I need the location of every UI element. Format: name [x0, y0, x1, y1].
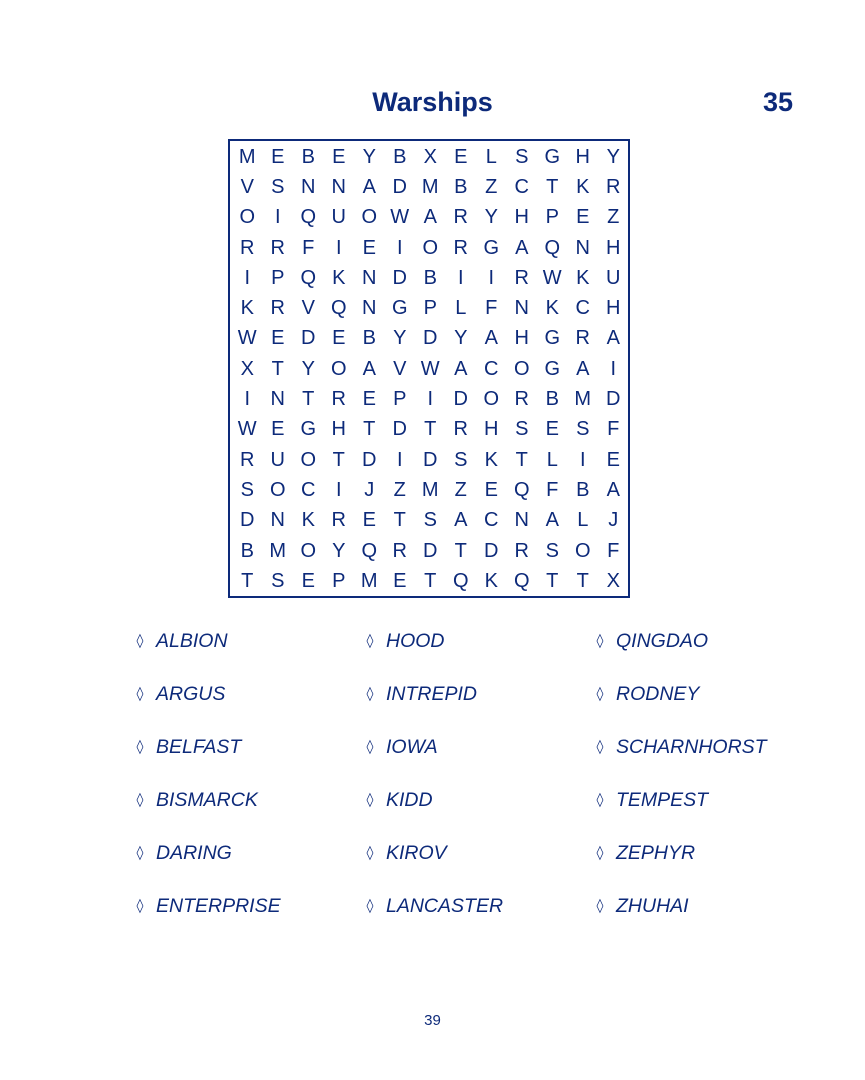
grid-letter: N: [362, 266, 377, 289]
grid-letter: M: [574, 388, 592, 411]
grid-letter: A: [454, 509, 468, 532]
grid-letter: L: [577, 509, 589, 532]
grid-letter: X: [606, 569, 620, 592]
word-list-item: [132, 835, 362, 871]
grid-letter: I: [427, 388, 434, 411]
grid-letter: C: [301, 478, 316, 501]
grid-letter: R: [453, 206, 468, 229]
grid-letter: H: [484, 418, 499, 441]
grid-letter: N: [301, 175, 316, 198]
grid-letter: E: [545, 418, 559, 441]
grid-letter: O: [513, 357, 530, 380]
grid-letter: H: [606, 236, 621, 259]
grid-letter: R: [514, 266, 529, 289]
grid-letter: H: [331, 418, 346, 441]
grid-letter: B: [576, 478, 590, 501]
grid-letter: F: [546, 478, 559, 501]
word-list-item: [132, 888, 362, 924]
grid-letter: M: [269, 539, 287, 562]
grid-letter: G: [544, 327, 561, 350]
grid-letter: T: [546, 175, 559, 198]
grid-letter: T: [576, 569, 589, 592]
grid-letter: E: [332, 327, 346, 350]
diamond-bullet-icon: ◊: [136, 845, 144, 861]
grid-letter: W: [390, 206, 410, 229]
grid-letter: B: [545, 388, 559, 411]
grid-letter: M: [421, 175, 439, 198]
grid-letter: O: [574, 539, 591, 562]
grid-letter: D: [240, 509, 255, 532]
word-list-item: [132, 623, 362, 659]
diamond-bullet-icon: ◊: [366, 739, 374, 755]
word-label: HOOD: [386, 629, 445, 652]
grid-letter: T: [515, 448, 528, 471]
page-number: 39: [424, 1012, 441, 1029]
grid-letter: D: [392, 175, 407, 198]
grid-letter: E: [454, 145, 468, 168]
word-list-item: [362, 676, 592, 712]
word-list-item: [132, 676, 362, 712]
grid-letter: K: [240, 297, 254, 320]
grid-letter: N: [514, 509, 529, 532]
grid-letter: H: [514, 206, 529, 229]
grid-letter: K: [301, 509, 315, 532]
grid-letter: J: [364, 478, 375, 501]
grid-letter: D: [301, 327, 316, 350]
diamond-bullet-icon: ◊: [366, 792, 374, 808]
grid-letter: Q: [300, 206, 317, 229]
grid-letter: I: [579, 448, 586, 471]
diamond-bullet-icon: ◊: [596, 739, 604, 755]
grid-letter: H: [575, 145, 590, 168]
grid-letter: E: [393, 569, 407, 592]
grid-letter: O: [300, 448, 317, 471]
grid-letter: K: [484, 569, 498, 592]
grid-letter: Q: [544, 236, 561, 259]
grid-letter: I: [274, 206, 281, 229]
grid-letter: I: [244, 388, 251, 411]
grid-letter: A: [606, 478, 620, 501]
grid-letter: N: [331, 175, 346, 198]
word-label: LANCASTER: [386, 894, 504, 917]
grid-letter: M: [238, 145, 256, 168]
word-label: TEMPEST: [616, 788, 709, 811]
diamond-bullet-icon: ◊: [596, 633, 604, 649]
diamond-bullet-icon: ◊: [366, 845, 374, 861]
diamond-bullet-icon: ◊: [596, 845, 604, 861]
grid-letter: D: [606, 388, 621, 411]
grid-letter: J: [608, 509, 619, 532]
grid-letter: S: [423, 509, 437, 532]
word-list-item: [132, 729, 362, 765]
grid-letter: U: [270, 448, 285, 471]
grid-letter: T: [332, 448, 345, 471]
grid-letter: N: [362, 297, 377, 320]
grid-letter: D: [423, 327, 438, 350]
grid-letter: W: [542, 266, 562, 289]
word-label: BISMARCK: [156, 788, 258, 811]
word-list-item: [592, 835, 812, 871]
diamond-bullet-icon: ◊: [596, 792, 604, 808]
word-list-item: [592, 729, 812, 765]
word-label: ZEPHYR: [616, 841, 696, 864]
grid-letter: C: [484, 509, 499, 532]
grid-letter: K: [576, 175, 590, 198]
grid-letter: L: [485, 145, 497, 168]
grid-letter: I: [488, 266, 495, 289]
grid-letter: E: [606, 448, 620, 471]
grid-letter: R: [331, 388, 346, 411]
grid-letter: B: [240, 539, 254, 562]
grid-letter: O: [361, 206, 378, 229]
word-list-item: [592, 888, 812, 924]
grid-letter: T: [302, 388, 315, 411]
grid-letter: B: [423, 266, 437, 289]
word-label: BELFAST: [156, 735, 242, 758]
grid-letter: P: [423, 297, 437, 320]
grid-letter: G: [300, 418, 317, 441]
grid-letter: T: [424, 569, 437, 592]
grid-letter: F: [607, 539, 620, 562]
grid-letter: M: [421, 478, 439, 501]
grid-letter: F: [302, 236, 315, 259]
grid-letter: Q: [513, 478, 530, 501]
grid-letter: T: [241, 569, 254, 592]
grid-letter: Z: [607, 206, 620, 229]
grid-letter: E: [271, 418, 285, 441]
grid-letter: L: [546, 448, 558, 471]
grid-letter: K: [576, 266, 590, 289]
diamond-bullet-icon: ◊: [136, 898, 144, 914]
word-label: DARING: [156, 841, 232, 864]
word-label: ARGUS: [156, 682, 226, 705]
grid-letter: Y: [362, 145, 376, 168]
grid-letter: Z: [393, 478, 406, 501]
word-list-item: [592, 676, 812, 712]
grid-letter: V: [393, 357, 407, 380]
grid-letter: E: [484, 478, 498, 501]
grid-letter: Q: [330, 297, 347, 320]
grid-letter: P: [393, 388, 407, 411]
diamond-bullet-icon: ◊: [136, 633, 144, 649]
grid-letter: R: [514, 388, 529, 411]
grid-letter: P: [332, 569, 346, 592]
grid-letter: E: [332, 145, 346, 168]
word-label: ENTERPRISE: [156, 894, 281, 917]
word-list-item: [362, 782, 592, 818]
word-label: RODNEY: [616, 682, 700, 705]
grid-letter: O: [422, 236, 439, 259]
grid-letter: D: [392, 266, 407, 289]
puzzle-title: Warships: [372, 87, 493, 117]
grid-letter: K: [484, 448, 498, 471]
grid-letter: R: [240, 236, 255, 259]
word-label: SCHARNHORST: [616, 735, 767, 758]
word-list: [132, 623, 812, 941]
grid-letter: T: [546, 569, 559, 592]
letter-grid-frame: [228, 139, 630, 598]
grid-letter: G: [391, 297, 408, 320]
grid-letter: W: [420, 357, 440, 380]
grid-letter: X: [240, 357, 254, 380]
grid-letter: E: [362, 388, 376, 411]
word-list-item: [362, 623, 592, 659]
grid-letter: R: [575, 327, 590, 350]
word-list-item: [362, 835, 592, 871]
grid-letter: S: [271, 569, 285, 592]
diamond-bullet-icon: ◊: [596, 686, 604, 702]
word-list-item: [592, 782, 812, 818]
grid-letter: I: [335, 236, 342, 259]
word-label: IOWA: [386, 735, 438, 758]
grid-letter: R: [453, 236, 468, 259]
grid-letter: L: [455, 297, 467, 320]
grid-letter: M: [360, 569, 378, 592]
grid-letter: B: [362, 327, 376, 350]
grid-letter: A: [515, 236, 529, 259]
grid-letter: W: [237, 418, 257, 441]
grid-letter: R: [392, 539, 407, 562]
grid-letter: D: [423, 539, 438, 562]
grid-letter: P: [271, 266, 285, 289]
grid-letter: E: [576, 206, 590, 229]
grid-letter: G: [544, 145, 561, 168]
grid-letter: Q: [300, 266, 317, 289]
grid-letter: B: [393, 145, 407, 168]
grid-letter: D: [392, 418, 407, 441]
grid-letter: I: [396, 236, 403, 259]
grid-letter: E: [301, 569, 315, 592]
grid-letter: R: [240, 448, 255, 471]
grid-letter: Y: [332, 539, 346, 562]
grid-letter: Q: [452, 569, 469, 592]
grid-letter: S: [545, 539, 559, 562]
grid-letter: A: [362, 175, 376, 198]
diamond-bullet-icon: ◊: [366, 686, 374, 702]
letter-grid: [232, 142, 629, 596]
grid-letter: E: [362, 236, 376, 259]
grid-letter: Y: [393, 327, 407, 350]
word-label: KIDD: [386, 788, 433, 811]
grid-letter: Z: [485, 175, 498, 198]
grid-letter: N: [514, 297, 529, 320]
grid-letter: T: [363, 418, 376, 441]
grid-letter: E: [271, 327, 285, 350]
grid-letter: A: [545, 509, 559, 532]
diamond-bullet-icon: ◊: [136, 686, 144, 702]
grid-letter: Z: [454, 478, 467, 501]
grid-letter: N: [575, 236, 590, 259]
word-list-item: [362, 729, 592, 765]
grid-letter: R: [270, 236, 285, 259]
grid-letter: F: [607, 418, 620, 441]
grid-letter: S: [271, 175, 285, 198]
grid-letter: N: [270, 388, 285, 411]
grid-letter: A: [362, 357, 376, 380]
grid-letter: C: [484, 357, 499, 380]
grid-letter: N: [270, 509, 285, 532]
grid-letter: D: [423, 448, 438, 471]
grid-letter: O: [330, 357, 347, 380]
grid-letter: D: [362, 448, 377, 471]
grid-letter: Q: [513, 569, 530, 592]
word-list-item: [362, 888, 592, 924]
grid-letter: S: [240, 478, 254, 501]
grid-letter: I: [335, 478, 342, 501]
grid-letter: I: [610, 357, 617, 380]
grid-letter: S: [576, 418, 590, 441]
grid-letter: Y: [484, 206, 498, 229]
word-label: KIROV: [386, 841, 447, 864]
grid-letter: C: [514, 175, 529, 198]
grid-letter: O: [269, 478, 286, 501]
grid-letter: G: [483, 236, 500, 259]
grid-letter: O: [239, 206, 256, 229]
grid-letter: I: [457, 266, 464, 289]
grid-letter: P: [545, 206, 559, 229]
diamond-bullet-icon: ◊: [136, 792, 144, 808]
grid-letter: A: [606, 327, 620, 350]
diamond-bullet-icon: ◊: [136, 739, 144, 755]
grid-letter: R: [331, 509, 346, 532]
grid-letter: A: [576, 357, 590, 380]
grid-letter: O: [300, 539, 317, 562]
word-label: ALBION: [156, 629, 228, 652]
diamond-bullet-icon: ◊: [366, 898, 374, 914]
puzzle-number: 35: [762, 87, 793, 117]
grid-letter: O: [483, 388, 500, 411]
diamond-bullet-icon: ◊: [366, 633, 374, 649]
grid-letter: T: [424, 418, 437, 441]
grid-letter: X: [423, 145, 437, 168]
grid-letter: S: [515, 145, 529, 168]
grid-letter: H: [514, 327, 529, 350]
grid-letter: U: [331, 206, 346, 229]
grid-letter: Y: [301, 357, 315, 380]
grid-letter: H: [606, 297, 621, 320]
grid-letter: Q: [361, 539, 378, 562]
grid-letter: Y: [606, 145, 620, 168]
grid-letter: C: [575, 297, 590, 320]
word-list-item: [132, 782, 362, 818]
grid-letter: F: [485, 297, 498, 320]
grid-letter: W: [237, 327, 257, 350]
grid-letter: V: [240, 175, 254, 198]
grid-letter: A: [423, 206, 437, 229]
grid-letter: D: [453, 388, 468, 411]
grid-letter: A: [454, 357, 468, 380]
grid-letter: V: [301, 297, 315, 320]
grid-letter: Y: [454, 327, 468, 350]
grid-letter: R: [514, 539, 529, 562]
diamond-bullet-icon: ◊: [596, 898, 604, 914]
grid-letter: K: [545, 297, 559, 320]
grid-letter: E: [271, 145, 285, 168]
grid-letter: I: [396, 448, 403, 471]
grid-letter: S: [454, 448, 468, 471]
grid-letter: R: [270, 297, 285, 320]
grid-letter: K: [332, 266, 346, 289]
grid-letter: R: [453, 418, 468, 441]
grid-letter: G: [544, 357, 561, 380]
grid-letter: S: [515, 418, 529, 441]
grid-letter: D: [484, 539, 499, 562]
word-label: ZHUHAI: [616, 894, 689, 917]
grid-letter: T: [454, 539, 467, 562]
word-label: INTREPID: [386, 682, 478, 705]
word-list-item: [592, 623, 812, 659]
grid-letter: I: [244, 266, 251, 289]
grid-letter: R: [606, 175, 621, 198]
grid-letter: U: [606, 266, 621, 289]
grid-letter: B: [454, 175, 468, 198]
grid-letter: T: [393, 509, 406, 532]
grid-letter: E: [362, 509, 376, 532]
grid-letter: A: [484, 327, 498, 350]
grid-letter: T: [271, 357, 284, 380]
grid-letter: B: [301, 145, 315, 168]
word-label: QINGDAO: [616, 629, 709, 652]
